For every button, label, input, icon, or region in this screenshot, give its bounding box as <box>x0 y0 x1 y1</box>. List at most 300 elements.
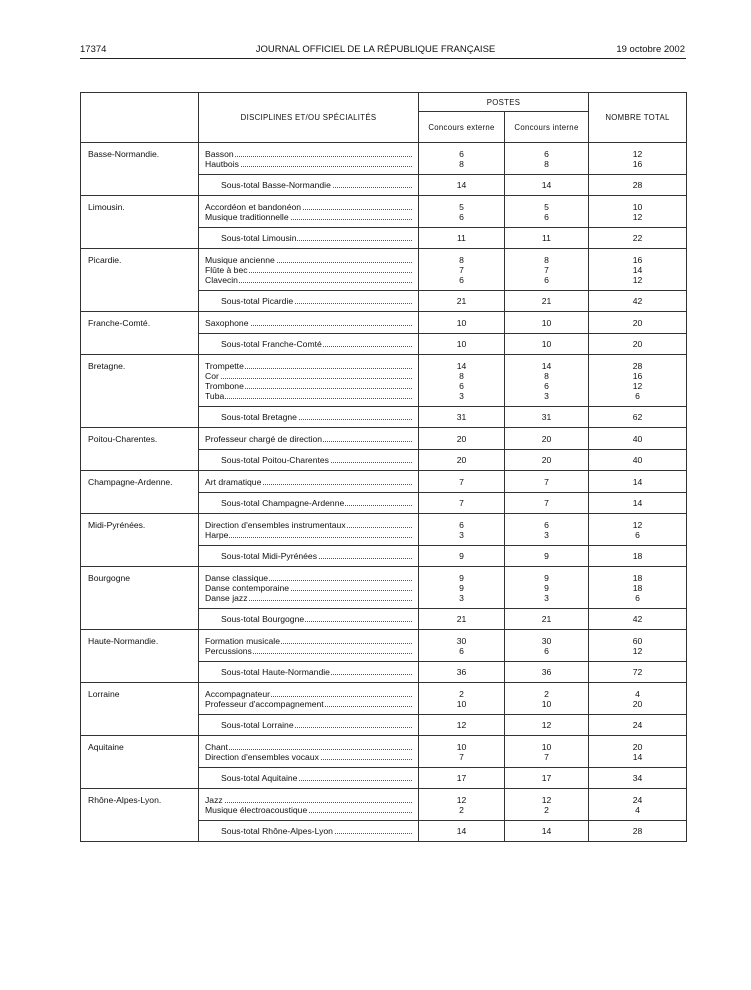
count-value: 8 <box>459 371 464 381</box>
subtotal-value: 20 <box>419 450 505 471</box>
region-name: Poitou-Charentes. <box>81 428 199 471</box>
subtotal-value: 14 <box>505 821 589 842</box>
region-name: Haute-Normandie. <box>81 630 199 683</box>
count-value: 60 <box>632 636 643 646</box>
count-value: 14 <box>632 477 643 487</box>
subtotal-line <box>221 296 418 306</box>
table-row <box>81 196 687 228</box>
count-column-total <box>589 143 687 175</box>
subtotal-label-cell <box>199 662 419 683</box>
region-name: Franche-Comté. <box>81 312 199 355</box>
count-value: 8 <box>544 255 549 265</box>
subtotal-label: Sous-total Picardie <box>221 296 294 306</box>
count-value: 12 <box>632 149 643 159</box>
subtotal-value: 14 <box>505 175 589 196</box>
count-value: 6 <box>459 646 464 656</box>
count-value: 7 <box>459 477 464 487</box>
discipline-item <box>205 275 418 285</box>
count-value: 2 <box>459 805 464 815</box>
count-value: 18 <box>632 583 643 593</box>
count-value: 8 <box>544 159 549 169</box>
table-row <box>81 428 687 450</box>
discipline-label: Hautbois <box>205 159 239 169</box>
count-value: 8 <box>459 159 464 169</box>
externe-column-header: Concours externe <box>419 112 505 143</box>
discipline-label: Musique électroacoustique <box>205 805 308 815</box>
discipline-label: Trombone <box>205 381 244 391</box>
count-column-ext <box>419 471 505 493</box>
subtotal-value: 21 <box>419 609 505 630</box>
count-column-ext <box>419 567 505 609</box>
count-column-ext <box>419 428 505 450</box>
count-value: 3 <box>459 593 464 603</box>
table-row <box>81 514 687 546</box>
table-row <box>81 789 687 821</box>
subtotal-label: Sous-total Bourgogne <box>221 614 305 624</box>
count-column-total <box>589 196 687 228</box>
count-column-total <box>589 514 687 546</box>
region-name: Basse-Normandie. <box>81 143 199 196</box>
count-value: 24 <box>632 795 643 805</box>
count-value: 40 <box>632 434 643 444</box>
count-column-int <box>505 428 589 450</box>
region-name: Lorraine <box>81 683 199 736</box>
table-row <box>81 630 687 662</box>
discipline-label: Formation musicale <box>205 636 280 646</box>
count-column-int <box>505 249 589 291</box>
subtotal-value: 14 <box>419 821 505 842</box>
count-value: 9 <box>544 583 549 593</box>
subtotal-line <box>221 720 418 730</box>
discipline-label: Chant <box>205 742 228 752</box>
count-column-ext <box>419 683 505 715</box>
count-column-ext <box>419 789 505 821</box>
discipline-label: Trompette <box>205 361 244 371</box>
count-value: 10 <box>541 318 552 328</box>
subtotal-label-cell <box>199 228 419 249</box>
subtotal-value: 12 <box>505 715 589 736</box>
discipline-list <box>199 249 419 291</box>
count-value: 30 <box>541 636 552 646</box>
count-value: 20 <box>632 699 643 709</box>
discipline-item <box>205 255 418 265</box>
count-value: 16 <box>632 255 643 265</box>
subtotal-line <box>221 826 418 836</box>
discipline-label: Danse classique <box>205 573 269 583</box>
subtotal-value: 36 <box>419 662 505 683</box>
count-column-total <box>589 428 687 450</box>
subtotal-label-cell <box>199 407 419 428</box>
count-value: 6 <box>459 275 464 285</box>
subtotal-value: 21 <box>505 291 589 312</box>
count-value: 12 <box>541 795 552 805</box>
discipline-label: Flûte à bec <box>205 265 248 275</box>
subtotal-value: 28 <box>589 821 687 842</box>
count-value: 2 <box>544 805 549 815</box>
discipline-label: Harpe <box>205 530 229 540</box>
count-value: 2 <box>544 689 549 699</box>
count-value: 10 <box>456 318 467 328</box>
discipline-item <box>205 573 418 583</box>
count-column-int <box>505 514 589 546</box>
region-column-header <box>81 93 199 143</box>
subtotal-label-cell <box>199 768 419 789</box>
region-name: Limousin. <box>81 196 199 249</box>
count-column-total <box>589 683 687 715</box>
region-name: Picardie. <box>81 249 199 312</box>
count-value: 3 <box>544 530 549 540</box>
count-column-int <box>505 196 589 228</box>
discipline-label: Direction d'ensembles vocaux <box>205 752 319 762</box>
subtotal-label: Sous-total Bretagne <box>221 412 297 422</box>
count-value: 8 <box>544 371 549 381</box>
table-row <box>81 355 687 407</box>
discipline-label: Jazz <box>205 795 223 805</box>
discipline-item <box>205 159 418 169</box>
count-column-total <box>589 789 687 821</box>
subtotal-label-cell <box>199 291 419 312</box>
discipline-label: Accordéon et bandonéon <box>205 202 302 212</box>
count-value: 14 <box>632 265 643 275</box>
subtotal-label-cell <box>199 334 419 355</box>
count-column-total <box>589 736 687 768</box>
count-value: 20 <box>541 434 552 444</box>
discipline-label: Accompagnateur <box>205 689 270 699</box>
count-value: 16 <box>632 371 643 381</box>
region-name: Rhône-Alpes-Lyon. <box>81 789 199 842</box>
count-column-ext <box>419 249 505 291</box>
subtotal-label: Sous-total Rhône-Alpes-Lyon <box>221 826 333 836</box>
subtotal-label-cell <box>199 821 419 842</box>
count-column-int <box>505 312 589 334</box>
discipline-item <box>205 593 418 603</box>
disciplines-column-header: DISCIPLINES ET/OU SPÉCIALITÉS <box>199 93 419 143</box>
subtotal-line <box>221 339 418 349</box>
journal-title: JOURNAL OFFICIEL DE LA RÉPUBLIQUE FRANÇAISE <box>255 44 496 55</box>
count-value: 7 <box>544 265 549 275</box>
count-value: 14 <box>632 752 643 762</box>
subtotal-label: Sous-total Poitou-Charentes <box>221 455 329 465</box>
discipline-item <box>205 689 418 699</box>
subtotal-line <box>221 773 418 783</box>
subtotal-value: 21 <box>419 291 505 312</box>
count-column-ext <box>419 736 505 768</box>
subtotal-label-cell <box>199 609 419 630</box>
count-value: 20 <box>456 434 467 444</box>
total-column-header: NOMBRE TOTAL <box>589 93 687 143</box>
page-number: 17374 <box>80 44 107 55</box>
count-value: 9 <box>459 573 464 583</box>
subtotal-value: 11 <box>419 228 505 249</box>
subtotal-value: 7 <box>419 493 505 514</box>
count-value: 7 <box>459 752 464 762</box>
count-value: 16 <box>632 159 643 169</box>
discipline-item <box>205 361 418 371</box>
discipline-list <box>199 143 419 175</box>
discipline-label: Direction d'ensembles instrumentaux <box>205 520 346 530</box>
count-column-ext <box>419 312 505 334</box>
count-column-int <box>505 736 589 768</box>
subtotal-value: 20 <box>589 334 687 355</box>
count-value: 20 <box>632 318 643 328</box>
discipline-label: Clavecin <box>205 275 238 285</box>
count-value: 6 <box>459 381 464 391</box>
discipline-list <box>199 355 419 407</box>
count-value: 4 <box>635 689 640 699</box>
discipline-item <box>205 318 418 328</box>
region-name: Bourgogne <box>81 567 199 630</box>
count-value: 6 <box>635 593 640 603</box>
subtotal-value: 14 <box>589 493 687 514</box>
count-value: 12 <box>632 520 643 530</box>
discipline-label: Danse contemporaine <box>205 583 290 593</box>
count-column-total <box>589 355 687 407</box>
count-value: 10 <box>541 742 552 752</box>
count-column-total <box>589 630 687 662</box>
count-column-int <box>505 355 589 407</box>
subtotal-label: Sous-total Basse-Normandie <box>221 180 331 190</box>
count-value: 3 <box>459 530 464 540</box>
discipline-item <box>205 805 418 815</box>
subtotal-value: 21 <box>505 609 589 630</box>
discipline-list <box>199 683 419 715</box>
count-value: 10 <box>632 202 643 212</box>
table-row <box>81 736 687 768</box>
count-value: 2 <box>459 689 464 699</box>
subtotal-label: Sous-total Aquitaine <box>221 773 298 783</box>
subtotal-value: 11 <box>505 228 589 249</box>
subtotal-value: 9 <box>419 546 505 567</box>
count-value: 6 <box>459 212 464 222</box>
subtotal-value: 34 <box>589 768 687 789</box>
count-value: 3 <box>459 391 464 401</box>
count-column-ext <box>419 143 505 175</box>
discipline-label: Professeur d'accompagnement <box>205 699 324 709</box>
discipline-item <box>205 530 418 540</box>
region-name: Champagne-Ardenne. <box>81 471 199 514</box>
count-value: 10 <box>541 699 552 709</box>
count-value: 10 <box>456 742 467 752</box>
subtotal-label: Sous-total Haute-Normandie <box>221 667 330 677</box>
count-value: 6 <box>544 646 549 656</box>
subtotal-value: 9 <box>505 546 589 567</box>
table-row <box>81 471 687 493</box>
table-row <box>81 143 687 175</box>
subtotal-value: 10 <box>419 334 505 355</box>
discipline-label: Basson <box>205 149 234 159</box>
subtotal-value: 42 <box>589 291 687 312</box>
count-column-int <box>505 143 589 175</box>
count-value: 9 <box>544 573 549 583</box>
discipline-list <box>199 514 419 546</box>
postes-table <box>80 92 687 842</box>
region-name: Aquitaine <box>81 736 199 789</box>
count-value: 20 <box>632 742 643 752</box>
discipline-item <box>205 381 418 391</box>
count-value: 10 <box>456 699 467 709</box>
subtotal-label: Sous-total Limousin <box>221 233 297 243</box>
count-value: 4 <box>635 805 640 815</box>
subtotal-label-cell <box>199 546 419 567</box>
discipline-item <box>205 646 418 656</box>
discipline-list <box>199 736 419 768</box>
discipline-label: Saxophone <box>205 318 249 328</box>
discipline-list <box>199 471 419 493</box>
count-value: 6 <box>544 275 549 285</box>
discipline-list <box>199 196 419 228</box>
discipline-list <box>199 567 419 609</box>
subtotal-value: 31 <box>505 407 589 428</box>
subtotal-value: 18 <box>589 546 687 567</box>
postes-column-header: POSTES <box>419 93 589 112</box>
subtotal-value: 10 <box>505 334 589 355</box>
discipline-item <box>205 699 418 709</box>
discipline-label: Art dramatique <box>205 477 262 487</box>
subtotal-value: 31 <box>419 407 505 428</box>
region-name: Bretagne. <box>81 355 199 428</box>
count-column-int <box>505 789 589 821</box>
count-column-ext <box>419 355 505 407</box>
count-value: 12 <box>632 646 643 656</box>
discipline-label: Danse jazz <box>205 593 248 603</box>
discipline-list <box>199 789 419 821</box>
subtotal-line <box>221 667 418 677</box>
subtotal-value: 7 <box>505 493 589 514</box>
subtotal-label: Sous-total Franche-Comté <box>221 339 322 349</box>
publication-date: 19 octobre 2002 <box>616 44 685 55</box>
subtotal-value: 40 <box>589 450 687 471</box>
discipline-item <box>205 149 418 159</box>
table-row <box>81 249 687 291</box>
table-row <box>81 683 687 715</box>
discipline-item <box>205 795 418 805</box>
count-column-total <box>589 471 687 493</box>
count-column-total <box>589 249 687 291</box>
discipline-label: Musique ancienne <box>205 255 275 265</box>
count-value: 6 <box>635 530 640 540</box>
count-value: 12 <box>456 795 467 805</box>
subtotal-value: 12 <box>419 715 505 736</box>
discipline-item <box>205 636 418 646</box>
region-name: Midi-Pyrénées. <box>81 514 199 567</box>
subtotal-value: 42 <box>589 609 687 630</box>
count-column-int <box>505 630 589 662</box>
count-value: 28 <box>632 361 643 371</box>
count-value: 9 <box>459 583 464 593</box>
discipline-label: Cor <box>205 371 219 381</box>
interne-column-header: Concours interne <box>505 112 589 143</box>
count-value: 6 <box>544 520 549 530</box>
subtotal-label-cell <box>199 450 419 471</box>
subtotal-value: 62 <box>589 407 687 428</box>
subtotal-line <box>221 551 418 561</box>
count-column-ext <box>419 514 505 546</box>
count-value: 14 <box>456 361 467 371</box>
subtotal-label-cell <box>199 175 419 196</box>
discipline-label: Tuba <box>205 391 225 401</box>
count-column-int <box>505 567 589 609</box>
discipline-label: Percussions <box>205 646 252 656</box>
count-column-ext <box>419 196 505 228</box>
subtotal-line <box>221 498 418 508</box>
discipline-list <box>199 630 419 662</box>
count-value: 8 <box>459 255 464 265</box>
count-value: 7 <box>544 752 549 762</box>
subtotal-label: Sous-total Lorraine <box>221 720 294 730</box>
discipline-item <box>205 371 418 381</box>
discipline-item <box>205 520 418 530</box>
subtotal-line <box>221 180 418 190</box>
count-value: 6 <box>459 149 464 159</box>
count-value: 6 <box>635 391 640 401</box>
discipline-item <box>205 583 418 593</box>
subtotal-line <box>221 233 418 243</box>
subtotal-label-cell <box>199 493 419 514</box>
count-value: 7 <box>544 477 549 487</box>
count-value: 18 <box>632 573 643 583</box>
count-value: 3 <box>544 593 549 603</box>
count-value: 6 <box>459 520 464 530</box>
subtotal-label-cell <box>199 715 419 736</box>
subtotal-value: 22 <box>589 228 687 249</box>
count-value: 30 <box>456 636 467 646</box>
discipline-item <box>205 391 418 401</box>
subtotal-value: 17 <box>505 768 589 789</box>
count-value: 6 <box>544 381 549 391</box>
count-value: 6 <box>544 212 549 222</box>
subtotal-line <box>221 412 418 422</box>
subtotal-line <box>221 455 418 465</box>
discipline-label: Musique traditionnelle <box>205 212 289 222</box>
count-value: 14 <box>541 361 552 371</box>
subtotal-label: Sous-total Midi-Pyrénées <box>221 551 318 561</box>
subtotal-line <box>221 614 418 624</box>
discipline-item <box>205 434 418 444</box>
discipline-item <box>205 477 418 487</box>
discipline-list <box>199 428 419 450</box>
discipline-item <box>205 202 418 212</box>
count-value: 5 <box>459 202 464 212</box>
count-value: 6 <box>544 149 549 159</box>
count-value: 12 <box>632 381 643 391</box>
count-column-int <box>505 683 589 715</box>
count-value: 3 <box>544 391 549 401</box>
subtotal-value: 72 <box>589 662 687 683</box>
discipline-item <box>205 265 418 275</box>
subtotal-value: 20 <box>505 450 589 471</box>
count-column-total <box>589 312 687 334</box>
count-column-ext <box>419 630 505 662</box>
subtotal-value: 17 <box>419 768 505 789</box>
count-value: 12 <box>632 212 643 222</box>
discipline-item <box>205 742 418 752</box>
subtotal-value: 24 <box>589 715 687 736</box>
table-row <box>81 567 687 609</box>
subtotal-label: Sous-total Champagne-Ardenne <box>221 498 345 508</box>
count-value: 5 <box>544 202 549 212</box>
header-rule <box>80 58 686 59</box>
discipline-item <box>205 212 418 222</box>
table-row <box>81 312 687 334</box>
subtotal-value: 14 <box>419 175 505 196</box>
subtotal-value: 36 <box>505 662 589 683</box>
count-column-total <box>589 567 687 609</box>
discipline-list <box>199 312 419 334</box>
subtotal-value: 28 <box>589 175 687 196</box>
count-value: 7 <box>459 265 464 275</box>
discipline-item <box>205 752 418 762</box>
count-column-int <box>505 471 589 493</box>
